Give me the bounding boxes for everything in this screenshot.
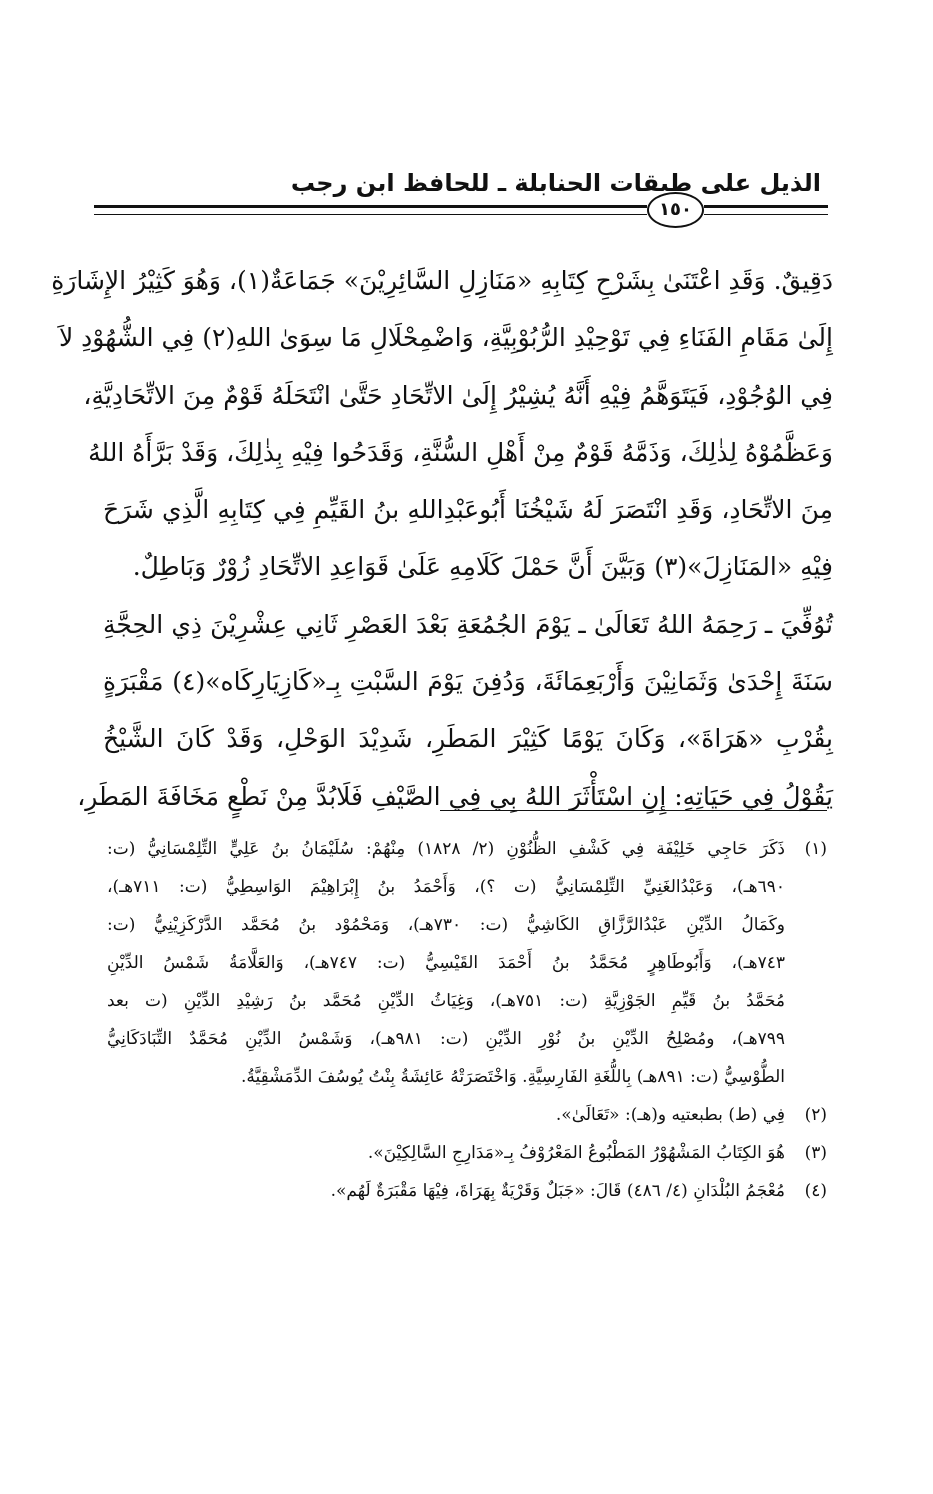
main-text-line: تُوُفِّيَ ـ رَحِمَهُ اللهُ تَعَالَىٰ ـ يَوْمَ الجُمُعَةِ بَعْدَ العَصْرِ ثَانِي عِشْرِيْنَ ذِي الحِجَّةِ [103, 609, 833, 639]
footnote-4 [107, 1172, 827, 1210]
main-text-line: فِي الوُجُوْدِ، فَيَتَوَهَّمُ فِيْهِ أَنَّهُ يُشِيْرُ إِلَىٰ الاتِّحَادِ حَتَّىٰ انْتَحَلَهُ قَوْمٌ مِنَ الاتِّحَادِيَّةِ، [83, 380, 833, 410]
footnote-number: (١) [804, 839, 828, 859]
footnote-line [107, 944, 827, 982]
footnotes [107, 830, 827, 1210]
header-rule-left [94, 205, 647, 215]
footnote-number: (٢) [804, 1105, 827, 1125]
footnote-text: مُعْجَمُ البُلْدَانِ (٤/ ٤٨٦) قَالَ: «جَبَلٌ وَقَرْيَةٌ بِهَرَاةَ، فِيْهَا مَقْبَرَةٌ لَهُم». [330, 1181, 785, 1201]
footnote-line [107, 830, 827, 868]
footnote-text: مُحَمَّدُ بنُ قَيِّمِ الجَوْزِيَّةِ (ت: ٧٥١هـ)، وَغِيَاثُ الدِّيْنِ مُحَمَّد بنُ رَشِيْدِ الدِّيْنِ (ت بعد [107, 991, 785, 1011]
main-text-line: وَعَظَّمُوْهُ لِذٰلِكَ، وَذَمَّهُ قَوْمٌ مِنْ أَهْلِ السُّنَّةِ، وَقَدَحُوا فِيْهِ بِذٰلِكَ، وَقَدْ بَرَّأَهُ اللهُ [88, 437, 833, 467]
main-text-line: يَقُوْلُ فِي حَيَاتِهِ: إِنِ اسْتَأْثَرَ اللهُ بِي فِي الصَّيْفِ فَلَابُدَّ مِنْ نَطْعٍ مَخَافَةَ المَطَرِ، [77, 781, 833, 811]
running-title: الذيل على طبقات الحنابلة ـ للحافظ ابن رجب [290, 169, 821, 197]
footnote-text: ٧٩٩هـ)، ومُصْلِحُ الدِّيْنِ بنُ نُوْرِ الدِّيْنِ (ت: ٩٨١هـ)، وَشَمْسُ الدِّيْنِ مُحَمَّدٌ التِّبَادَكَانِيُّ [107, 1029, 785, 1049]
footnote-line [107, 1058, 827, 1096]
footnote-3 [107, 1134, 827, 1172]
footnote-1 [107, 830, 827, 1096]
main-text-line: سَنَةَ إِحْدَىٰ وَثَمَانِيْنَ وَأَرْبَعِمَائَةَ، وَدُفِنَ يَوْمَ السَّبْتِ بِـ«كَازِيَارِكَاه»(٤) مَقْبَرَةٍ [103, 667, 833, 697]
footnote-line [107, 1020, 827, 1058]
footnote-line [107, 982, 827, 1020]
main-text-line: دَقِيقٌ. وَقَدِ اعْتَنَىٰ بِشَرْحِ كِتَابِهِ «مَنَازِلِ السَّائِرِيْنَ» جَمَاعَةٌ(١)، وَهُوَ كَثِيْرُ الإِشَارَةِ [51, 266, 833, 295]
footnote-text: ٧٤٣هـ)، وَأَبُوطَاهِرٍ مُحَمَّدُ بنُ أَحْمَدَ القَيْسِيُّ (ت: ٧٤٧هـ)، وَالعَلَّامَةُ شَمْسُ الدِّيْنِ [107, 953, 785, 973]
footnote-text: ذَكَرَ حَاجِي خَلِيْفَة فِي كَشْفِ الظُّنُوْنِ (٢/ ١٨٢٨) مِنْهُمْ: سُلَيْمَانُ بنُ عَلِيٍّ التِّلِمْسَانِيُّ (ت: [107, 839, 786, 859]
footnote-line [107, 1134, 827, 1172]
footnote-text: وكَمَالُ الدِّيْنِ عَبْدُالرَّزَّاقِ الكَاشِيُّ (ت: ٧٣٠هـ)، وَمَحْمُوْد بنُ مُحَمَّد الدَّرْكَزِيْنِيُّ (ت: [107, 915, 785, 935]
main-text [51, 252, 833, 825]
footnote-2 [107, 1096, 827, 1134]
footnote-text: فِي (ط) بطبعتيه و(هـ): «تَعَالَىٰ». [555, 1105, 785, 1125]
footnote-number: (٣) [804, 1143, 827, 1163]
footnote-line [107, 1172, 827, 1210]
footnote-text: ٦٩٠هـ)، وَعَبْدُالغَنِيِّ التِّلِمْسَانِيُّ (ت ؟)، وَأَحْمَدُ بنُ إِبْرَاهِيْمَ الوَاسِطِيُّ (ت: ٧١١هـ)، [107, 877, 785, 897]
footnote-number: (٤) [804, 1181, 827, 1201]
main-text-line: مِنَ الاتِّحَادِ، وَقَدِ انْتَصَرَ لَهُ شَيْخُنَا أَبُوعَبْدِاللهِ بنُ القَيِّمِ فِي كِتَابِهِ الَّذِي شَرَحَ [103, 495, 833, 525]
footnote-text: الطُّوْسِيُّ (ت: ٨٩١هـ) بِاللُّغَةِ الفَارِسِيَّةِ. وَاخْتَصَرَتْهُ عَائِشَةُ بِنْتُ يُوسُفَ الدِّمَشْقِيَّةُ. [241, 1067, 785, 1087]
page-number: ١٥٠ [647, 192, 704, 228]
footnote-separator [440, 810, 827, 811]
footnote-line [107, 906, 827, 944]
main-text-line: بِقُرْبِ «هَرَاةَ»، وَكَانَ يَوْمًا كَثِيْرَ المَطَرِ، شَدِيْدَ الوَحْلِ، وَقَدْ كَانَ الشَّيْخُ [103, 724, 833, 754]
footnote-line [107, 1096, 827, 1134]
footnote-text: هُوَ الكِتَابُ المَشْهُوْرُ المَطْبُوعُ المَعْرُوْفُ بِـ«مَدَارِجِ السَّالِكِيْنَ». [367, 1143, 785, 1163]
main-text-line: إِلَىٰ مَقَامِ الفَنَاءِ فِي تَوْحِيْدِ الرُّبُوْبِيَّةِ، وَاضْمِحْلَالِ مَا سِوَىٰ اللهِ(٢) فِي الشُّهُوْدِ لاَ [58, 323, 833, 353]
footnote-line [107, 868, 827, 906]
header-rule-right [704, 205, 828, 215]
main-text-line: فِيْهِ «المَنَازِلَ»(٣) وَبَيَّنَ أَنَّ حَمْلَ كَلَامِهِ عَلَىٰ قَوَاعِدِ الاتِّحَادِ زُوْرٌ وَبَاطِلٌ. [132, 552, 833, 582]
